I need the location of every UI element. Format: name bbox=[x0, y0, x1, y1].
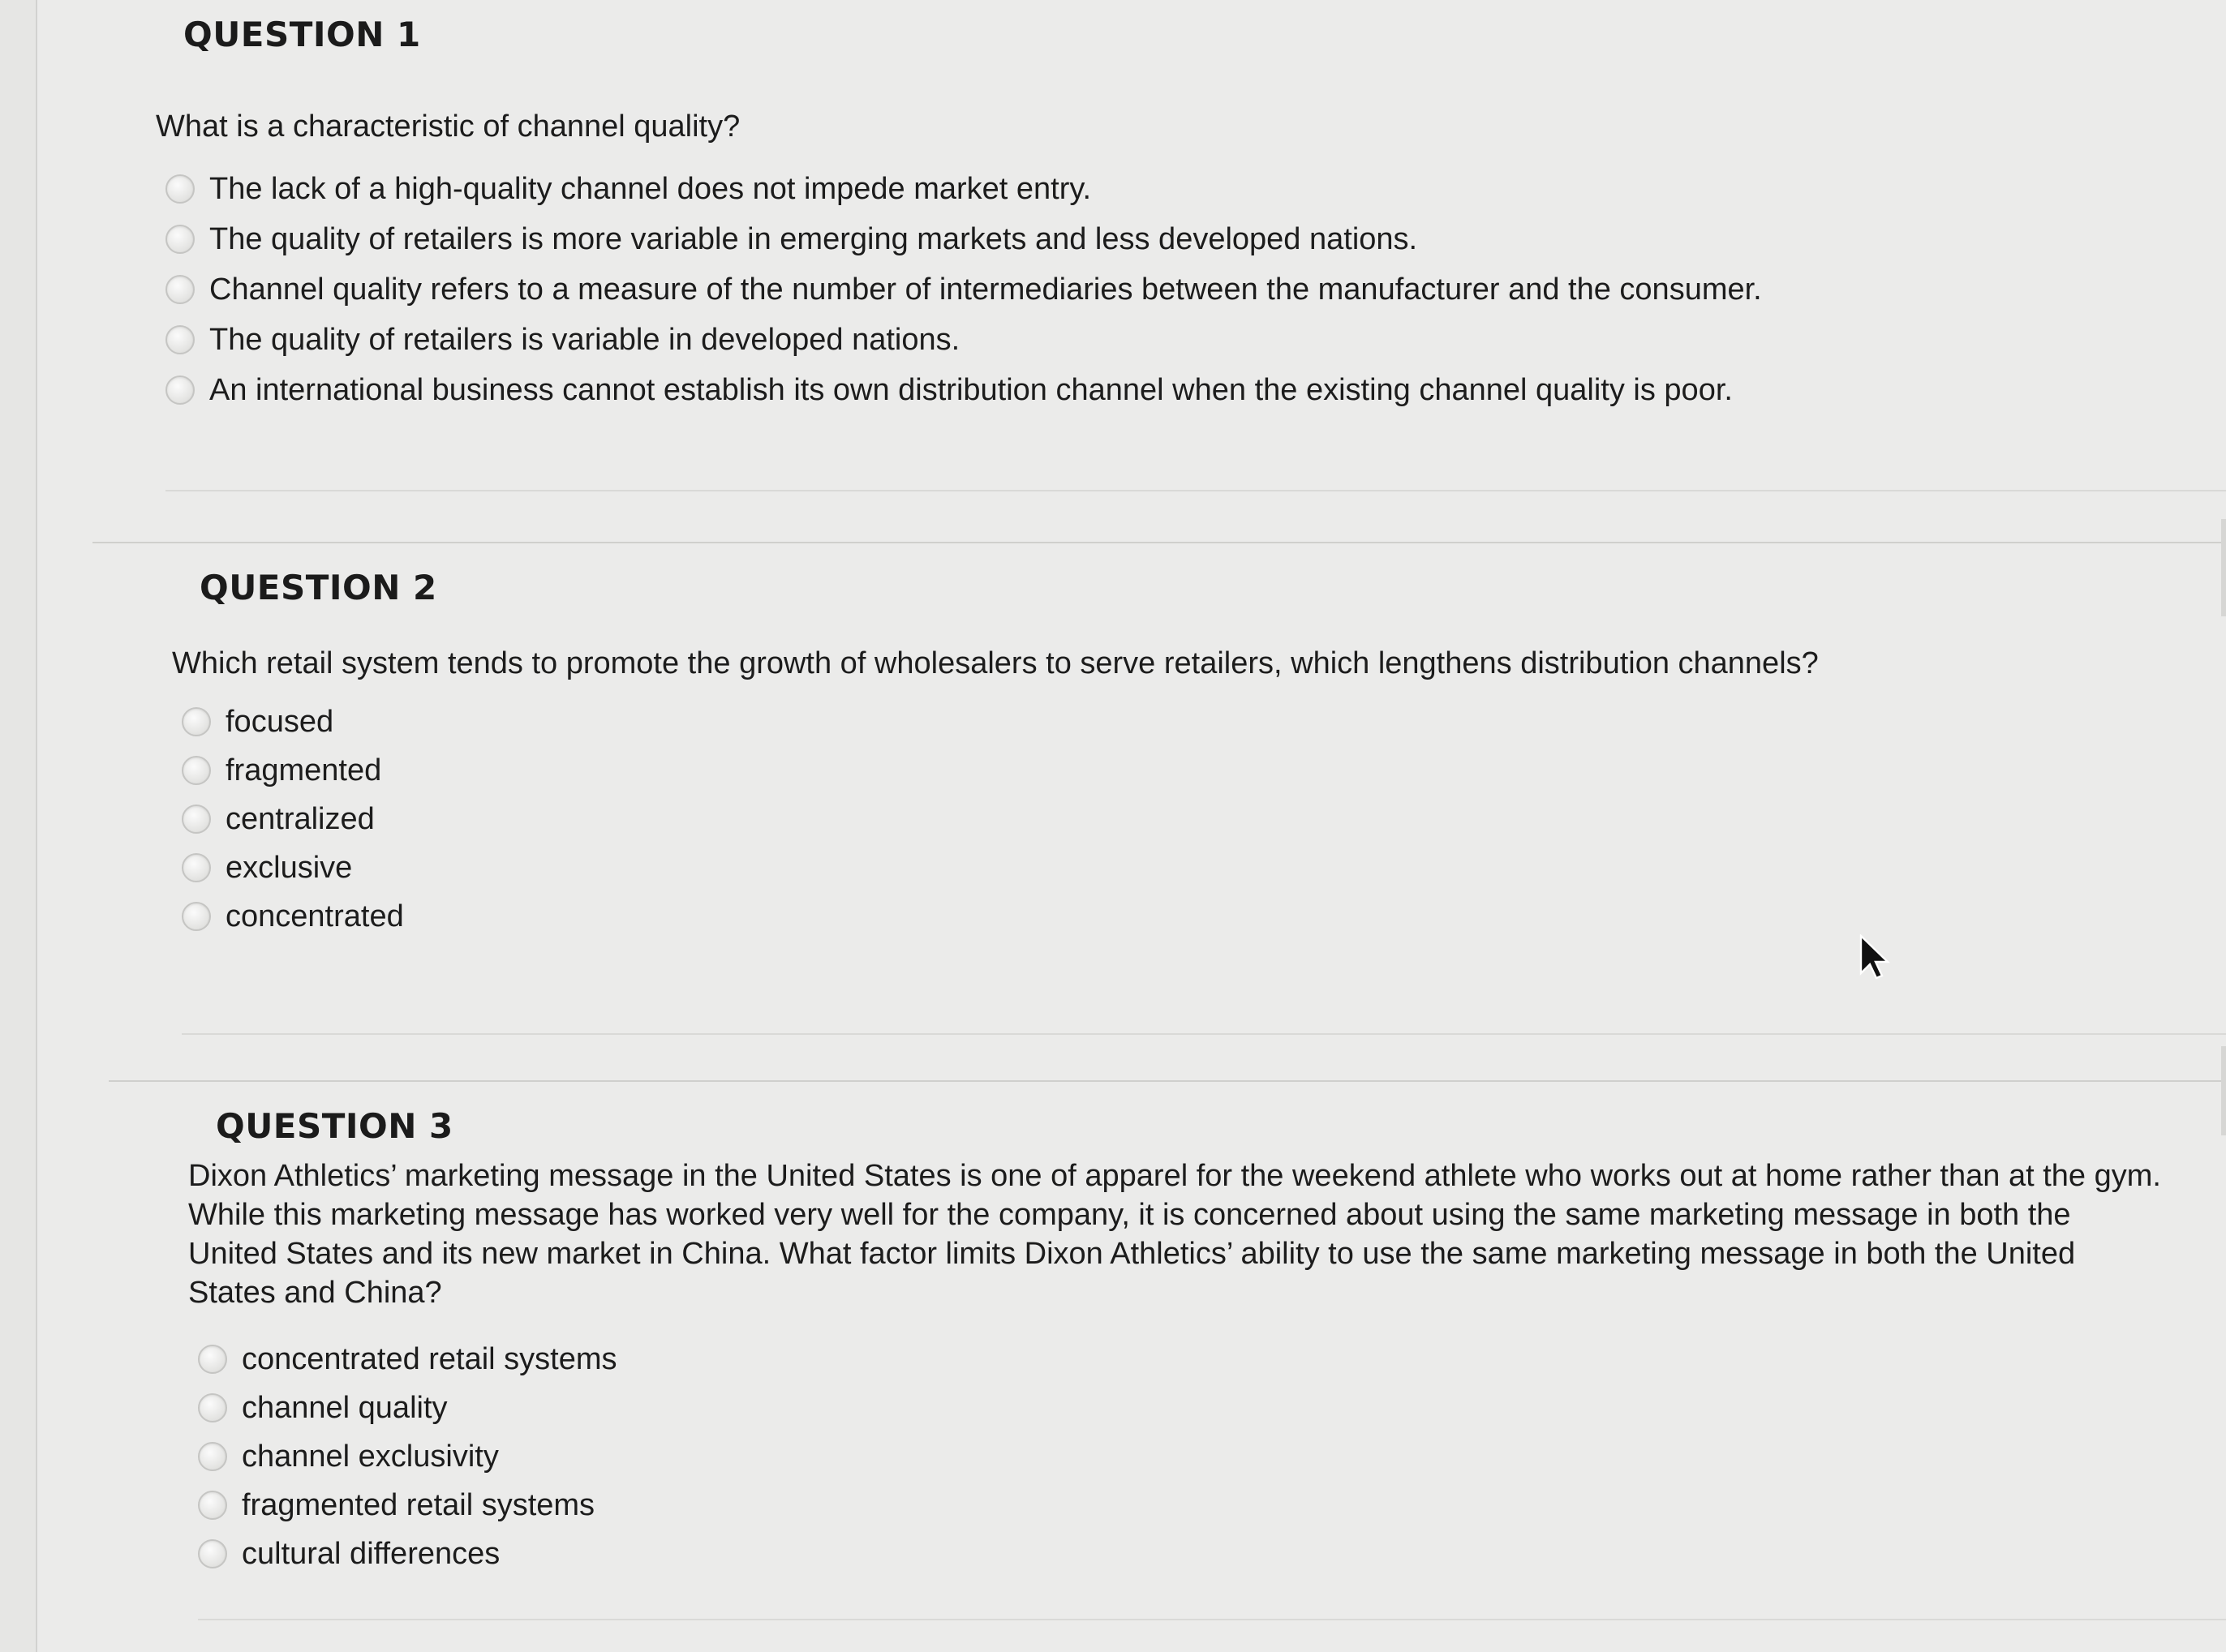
radio-unselected-icon[interactable] bbox=[165, 225, 195, 254]
radio-unselected-icon[interactable] bbox=[182, 707, 211, 736]
option-label: concentrated retail systems bbox=[242, 1341, 617, 1376]
option-label: The lack of a high-quality channel does not impede market entry. bbox=[209, 171, 1092, 206]
option-label: centralized bbox=[226, 801, 375, 836]
question-2-text: Which retail system tends to promote the growth of wholesalers to serve retailers, which lengthens distribution channels? bbox=[172, 646, 1819, 680]
option-label: cultural differences bbox=[242, 1536, 501, 1571]
radio-unselected-icon[interactable] bbox=[198, 1491, 227, 1520]
question-3-options bbox=[198, 1335, 617, 1578]
question-2-option-4[interactable] bbox=[182, 843, 404, 892]
radio-unselected-icon[interactable] bbox=[165, 275, 195, 304]
question-2-options bbox=[182, 697, 404, 941]
question-2-option-1[interactable] bbox=[182, 697, 404, 746]
question-3-title: QUESTION 3 bbox=[216, 1106, 453, 1146]
question-3-option-4[interactable] bbox=[198, 1481, 617, 1530]
question-1-option-3[interactable] bbox=[165, 264, 1762, 315]
question-1-option-1[interactable] bbox=[165, 164, 1762, 214]
radio-unselected-icon[interactable] bbox=[165, 375, 195, 405]
mouse-pointer-icon bbox=[1858, 934, 1890, 980]
radio-unselected-icon[interactable] bbox=[165, 174, 195, 204]
radio-unselected-icon[interactable] bbox=[198, 1393, 227, 1422]
option-label: fragmented retail systems bbox=[242, 1487, 595, 1522]
option-label: channel quality bbox=[242, 1390, 448, 1425]
question-1-text: What is a characteristic of channel quality? bbox=[156, 109, 741, 144]
option-label: An international business cannot establish its own distribution channel when the existing channel quality is poor. bbox=[209, 372, 1733, 407]
radio-unselected-icon[interactable] bbox=[182, 902, 211, 931]
question-3-option-5[interactable] bbox=[198, 1530, 617, 1578]
option-label: concentrated bbox=[226, 899, 404, 933]
question-2-option-3[interactable] bbox=[182, 795, 404, 843]
option-label: The quality of retailers is more variable in emerging markets and less developed nations. bbox=[209, 221, 1418, 256]
radio-unselected-icon[interactable] bbox=[198, 1539, 227, 1568]
question-2-bottom-divider bbox=[182, 1033, 2226, 1035]
radio-unselected-icon[interactable] bbox=[198, 1345, 227, 1374]
radio-unselected-icon[interactable] bbox=[182, 853, 211, 882]
question-1 bbox=[37, 0, 2226, 535]
quiz-page bbox=[36, 0, 2226, 1652]
question-2-option-2[interactable] bbox=[182, 746, 404, 795]
radio-unselected-icon[interactable] bbox=[165, 325, 195, 354]
question-3-text: Dixon Athletics’ marketing message in the United States is one of apparel for the weekend athlete who works out at home rather than at the gym. While this marketing message has worked very well for the company, it is concerned about using the same marketing message in both the United States and its new market in China. What factor limits Dixon Athletics’ ability to use the same marketing message in both the United States and China? bbox=[188, 1159, 2161, 1310]
radio-unselected-icon[interactable] bbox=[182, 805, 211, 834]
question-1-bottom-divider bbox=[165, 490, 2226, 491]
option-label: channel exclusivity bbox=[242, 1439, 499, 1474]
question-2-title: QUESTION 2 bbox=[200, 568, 437, 607]
option-label: focused bbox=[226, 704, 334, 739]
question-3-option-1[interactable] bbox=[198, 1335, 617, 1384]
question-2 bbox=[37, 535, 2226, 1054]
question-2-option-5[interactable] bbox=[182, 892, 404, 941]
radio-unselected-icon[interactable] bbox=[182, 756, 211, 785]
page-right-edge bbox=[2221, 1046, 2226, 1135]
option-label: Channel quality refers to a measure of the number of intermediaries between the manufacturer and the consumer. bbox=[209, 272, 1762, 307]
option-label: The quality of retailers is variable in developed nations. bbox=[209, 322, 960, 357]
page-right-edge bbox=[2221, 519, 2226, 616]
question-3-option-3[interactable] bbox=[198, 1432, 617, 1481]
question-1-option-5[interactable] bbox=[165, 365, 1762, 415]
question-3 bbox=[37, 1054, 2226, 1652]
option-label: exclusive bbox=[226, 850, 353, 885]
question-1-options bbox=[165, 164, 1762, 415]
question-1-title: QUESTION 1 bbox=[183, 15, 421, 54]
radio-unselected-icon[interactable] bbox=[198, 1442, 227, 1471]
question-1-option-4[interactable] bbox=[165, 315, 1762, 365]
question-3-option-2[interactable] bbox=[198, 1384, 617, 1432]
question-1-option-2[interactable] bbox=[165, 214, 1762, 264]
question-3-bottom-divider bbox=[198, 1619, 2226, 1620]
option-label: fragmented bbox=[226, 753, 382, 787]
